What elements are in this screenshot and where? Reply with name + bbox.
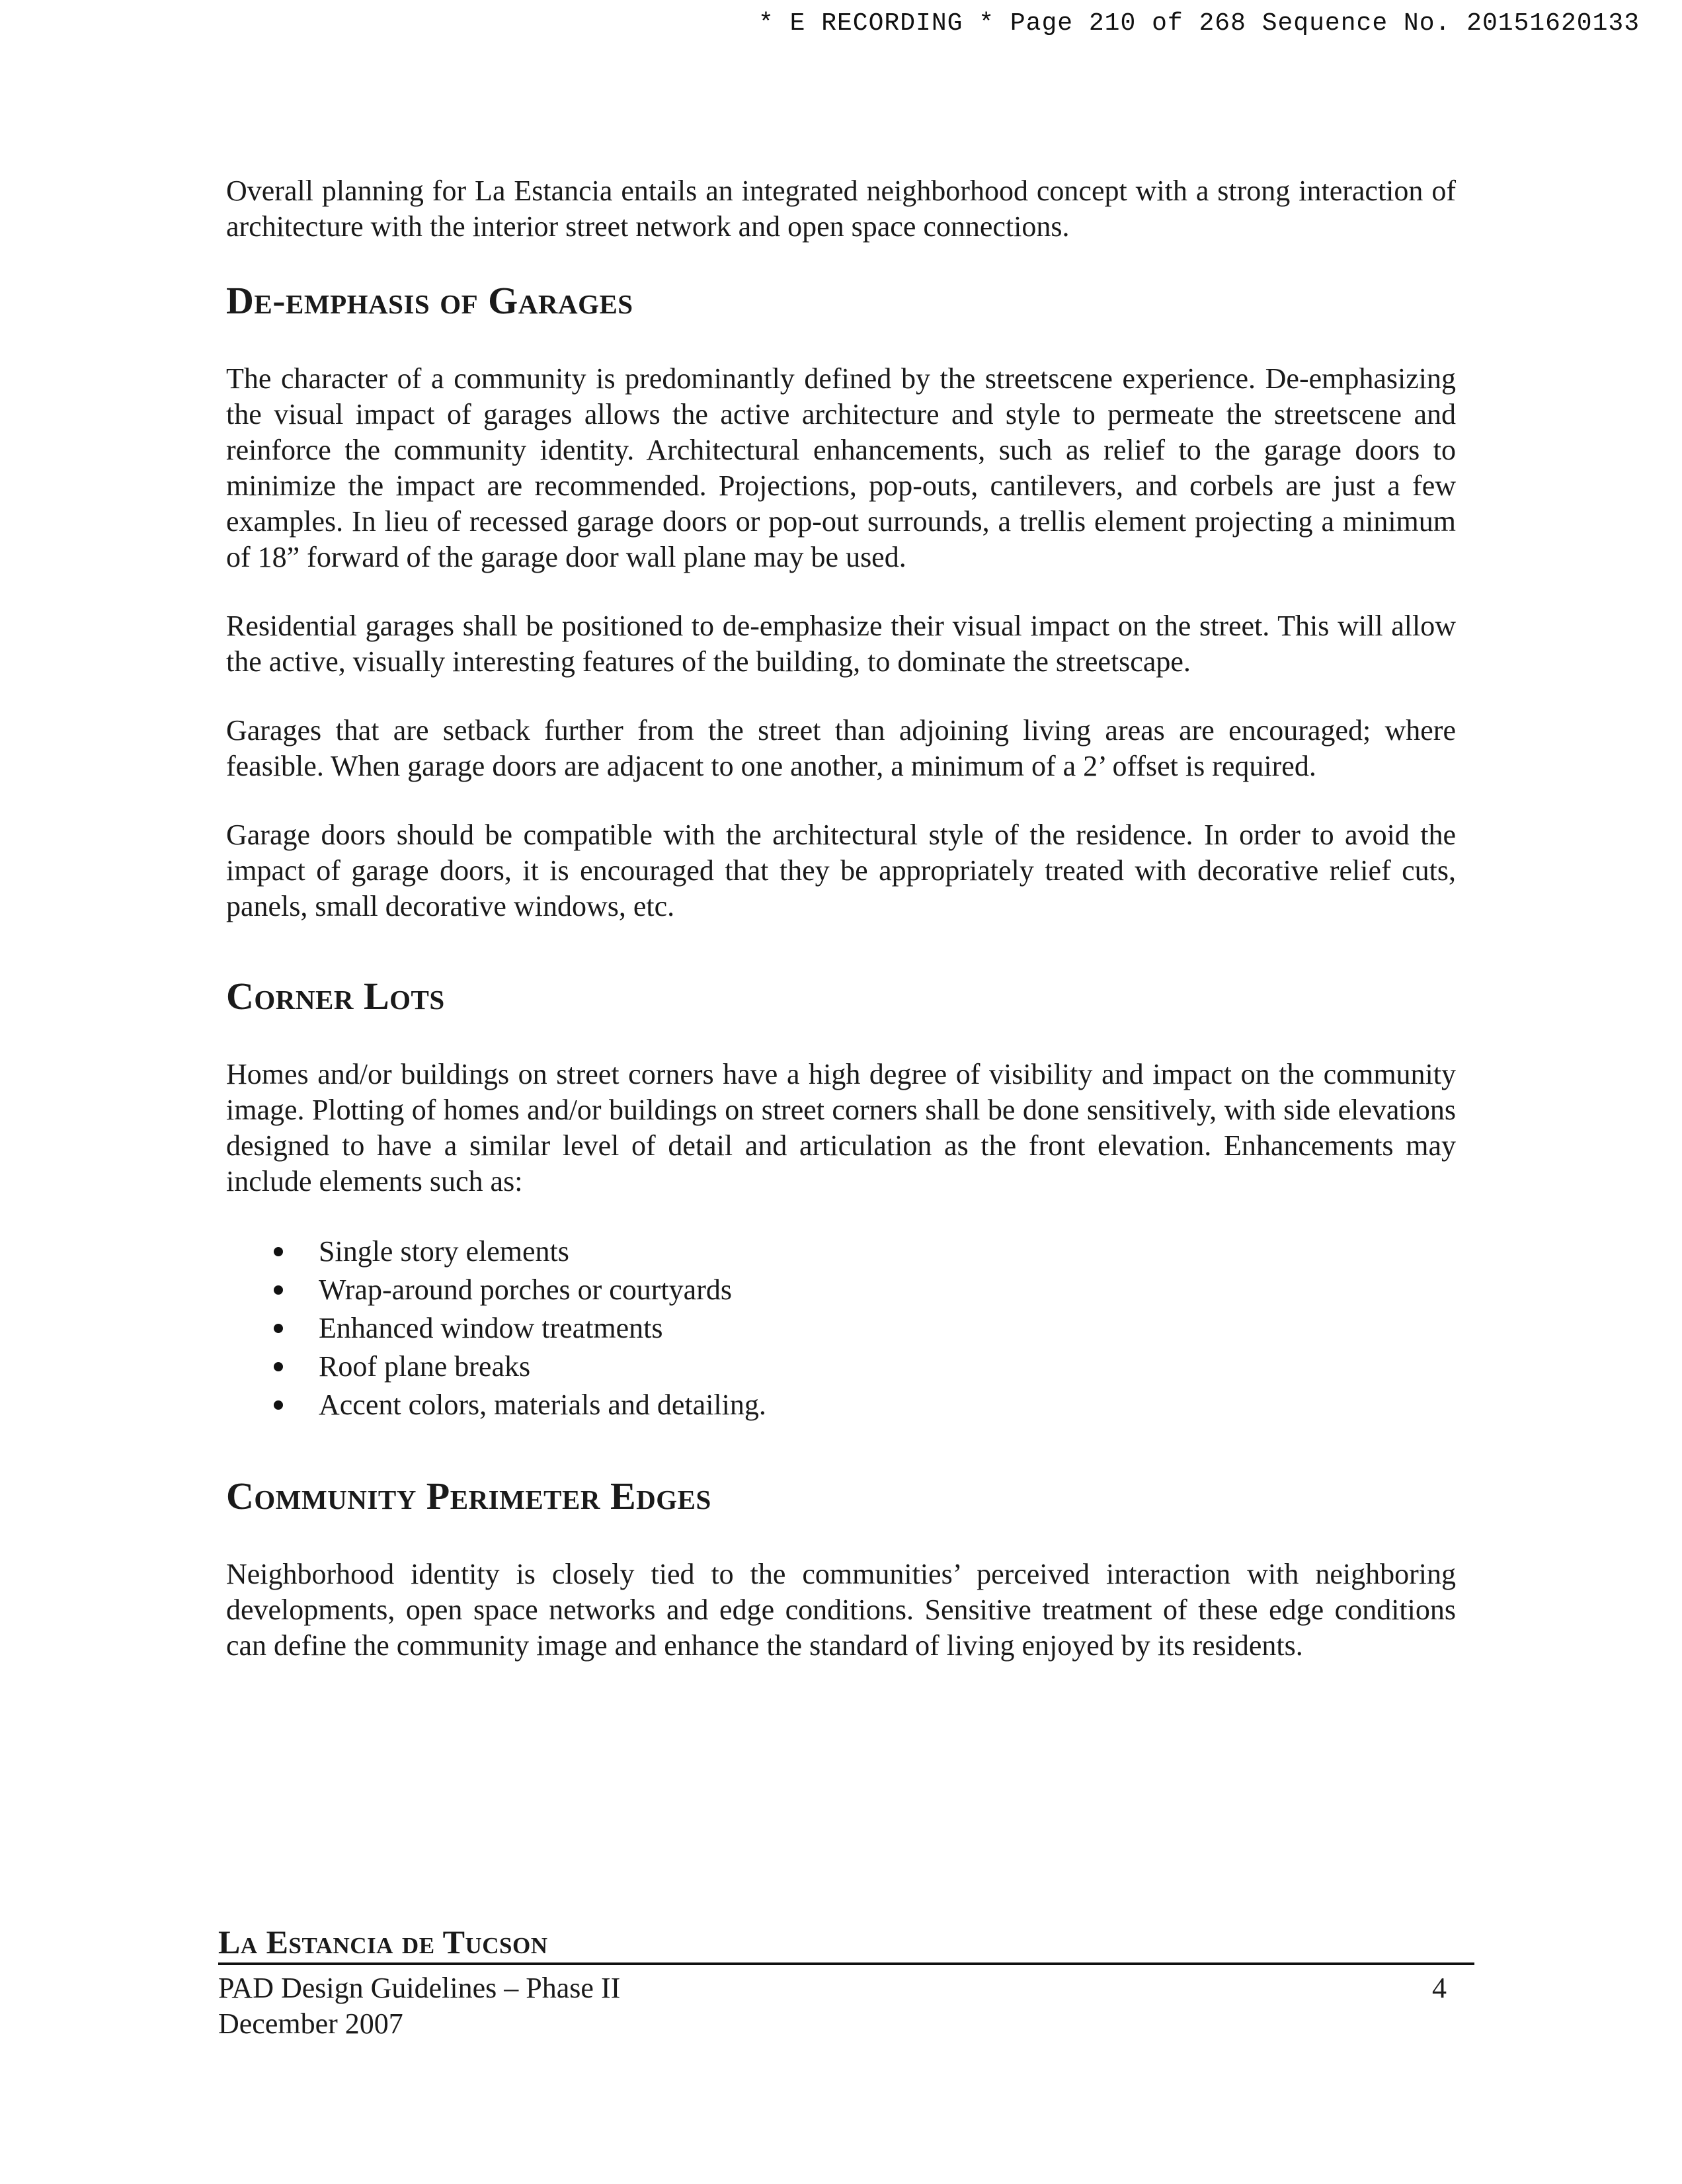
list-item: [274, 1386, 1456, 1424]
bullet-icon: [274, 1285, 283, 1295]
page-content: [226, 173, 1456, 1697]
heading-de-emphasis-of-garages: De-emphasis of Garages: [226, 279, 633, 322]
garages-paragraph-4: Garage doors should be compatible with the architectural style of the residence. In order to avoid the impact of garage doors, it is encouraged that they be appropriately treated with decorative relief cuts, panels, small decorative windows, etc.: [226, 819, 1456, 922]
recording-header: * E RECORDING * Page 210 of 268 Sequence No. 20151620133: [758, 9, 1640, 38]
footer-subtitle: PAD Design Guidelines – Phase II: [218, 1972, 621, 2004]
corner-lots-paragraph: Homes and/or buildings on street corners have a high degree of visibility and impact on the community image. Plotting of homes and/or buildings on street corners shall be done sensitively, with side elevations designed to have a similar level of detail and articulation as the front elevation. Enhancements may include elements such as:: [226, 1058, 1456, 1197]
list-item-text: Enhanced window treatments: [319, 1312, 663, 1344]
garages-paragraph-1: The character of a community is predominantly defined by the streetscene experience. De-emphasizing the visual impact of garages allows the active architecture and style to permeate the streetscene and reinforce the community identity. Architectural enhancements, such as relief to the garage doors to minimize the impact are recommended. Projections, pop-outs, cantilevers, and corbels are just a few examples. In lieu of recessed garage doors or pop-out surrounds, a trellis element projecting a minimum of 18” forward of the garage door wall plane may be used.: [226, 362, 1456, 573]
enhancements-list: [226, 1233, 1456, 1424]
list-item-text: Roof plane breaks: [319, 1350, 531, 1383]
perimeter-paragraph: Neighborhood identity is closely tied to the communities’ perceived interaction with neighboring developments, open space networks and edge conditions. Sensitive treatment of these edge conditions can define the community image and enhance the standard of living enjoyed by its residents.: [226, 1558, 1456, 1662]
list-item: [274, 1309, 1456, 1348]
garages-paragraph-3: Garages that are setback further from the street than adjoining living areas are encouraged; where feasible. When garage doors are adjacent to one another, a minimum of a 2’ offset is required.: [226, 714, 1456, 782]
garages-paragraph-2: Residential garages shall be positioned to de-emphasize their visual impact on the street. This will allow the active, visually interesting features of the building, to dominate the streetscape.: [226, 610, 1456, 678]
bullet-icon: [274, 1247, 283, 1256]
page-footer: [218, 1923, 1474, 2042]
list-item: [274, 1271, 1456, 1309]
list-item-text: Wrap-around porches or courtyards: [319, 1274, 732, 1306]
list-item: [274, 1233, 1456, 1271]
footer-date: December 2007: [218, 2007, 403, 2040]
intro-paragraph: Overall planning for La Estancia entails an integrated neighborhood concept with a strong interaction of architecture with the interior street network and open space connections.: [226, 175, 1456, 243]
heading-community-perimeter-edges: Community Perimeter Edges: [226, 1475, 711, 1517]
footer-divider: [218, 1962, 1474, 1965]
heading-corner-lots: Corner Lots: [226, 975, 445, 1018]
bullet-icon: [274, 1324, 283, 1333]
page-number: 4: [1432, 1972, 1447, 2004]
list-item-text: Single story elements: [319, 1235, 569, 1268]
list-item-text: Accent colors, materials and detailing.: [319, 1389, 766, 1421]
bullet-icon: [274, 1400, 283, 1410]
bullet-icon: [274, 1362, 283, 1371]
footer-title: La Estancia de Tucson: [218, 1923, 548, 1961]
list-item: [274, 1348, 1456, 1386]
footer-row: [218, 1970, 1474, 2006]
